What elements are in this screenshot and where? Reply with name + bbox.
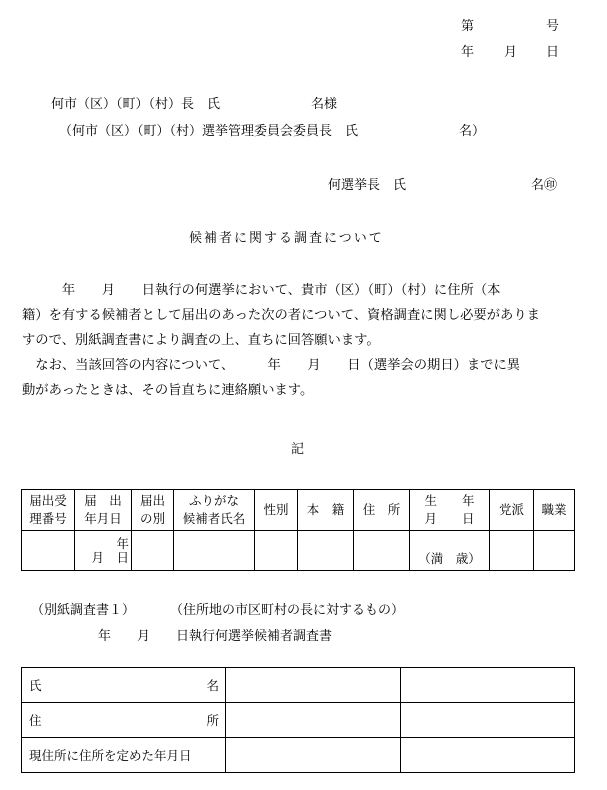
table-cell	[22, 668, 226, 703]
number-go: 号	[546, 19, 560, 34]
header-label: 性別	[263, 502, 289, 517]
header-cell	[75, 490, 132, 531]
body-line: すので、別紙調査書により調査の上、直ちに回答願います。	[22, 333, 380, 348]
header-label: ふりがな 候補者氏名	[182, 493, 246, 526]
date-cell-year: 年	[116, 535, 129, 551]
header-cell	[354, 490, 410, 531]
header-cell	[490, 490, 534, 531]
table-cell	[401, 703, 575, 738]
table-cell	[226, 668, 401, 703]
annex-note: （住所地の市区町村の長に対するもの）	[170, 603, 405, 618]
table-cell	[410, 531, 490, 571]
ki-label: 記	[291, 442, 305, 457]
header-label: 職業	[541, 502, 567, 517]
table-cell	[22, 703, 226, 738]
header-cell	[22, 490, 75, 531]
addressee-line1-title: 何市（区）（町）（村）長 氏	[51, 97, 221, 112]
header-label: 生 年 月 日	[424, 493, 475, 526]
row-label-left: 住	[29, 713, 42, 728]
body-line: 動があったときは、その旨直ちに連絡願います。	[22, 383, 314, 398]
addressee-line2-suffix: 名）	[459, 124, 486, 139]
header-label: 届出受 理番号	[29, 493, 67, 526]
table-cell	[401, 668, 575, 703]
header-cell	[298, 490, 354, 531]
body-line: 籍）を有する候補者として届出のあった次の者について、資格調査に関し必要がありま	[22, 308, 540, 323]
row-label-left: 現住所に住所を定めた年月日	[29, 748, 192, 763]
table-cell	[174, 531, 255, 571]
table-cell	[22, 531, 75, 571]
header-label: 届 出 年月日	[84, 493, 122, 526]
table-cell	[534, 531, 575, 571]
table-header-row	[22, 490, 575, 531]
header-cell	[174, 490, 255, 531]
header-label: 党派	[498, 502, 524, 517]
table-row	[22, 703, 575, 738]
age-cell: （満 歳）	[418, 551, 481, 566]
table-cell	[226, 703, 401, 738]
header-cell	[255, 490, 298, 531]
header-label: 住 所	[362, 502, 401, 517]
table-cell	[354, 531, 410, 571]
table-cell	[75, 531, 132, 571]
header-label: 届出 の別	[139, 493, 165, 526]
table-cell	[490, 531, 534, 571]
row-label-left: 氏	[29, 678, 42, 693]
body-paragraph	[22, 278, 582, 403]
row-label-right: 名	[206, 678, 219, 693]
number-dai: 第	[461, 19, 475, 34]
header-cell	[534, 490, 575, 531]
table-row	[22, 531, 575, 571]
table-row	[22, 668, 575, 703]
addressee-line1-suffix: 名様	[311, 97, 338, 112]
table-row	[22, 738, 575, 773]
date-day: 日	[546, 45, 560, 60]
table-cell	[255, 531, 298, 571]
table-cell	[401, 738, 575, 773]
row-label-right: 所	[206, 713, 219, 728]
table-cell	[298, 531, 354, 571]
table-cell	[226, 738, 401, 773]
header-cell	[410, 490, 490, 531]
annex-title: （別紙調査書１）	[31, 603, 136, 618]
table-cell	[132, 531, 174, 571]
annex-heading: 年 月 日執行何選挙候補者調査書	[98, 629, 333, 644]
body-line: なお、当該回答の内容について、 年 月 日（選挙会の期日）までに異	[22, 358, 521, 373]
header-label: 本 籍	[306, 502, 345, 517]
header-cell	[132, 490, 174, 531]
body-line: 年 月 日執行の何選挙において、貴市（区）（町）（村）に住所（本	[22, 283, 501, 298]
addressee-line2-title: （何市（区）（町）（村）選挙管理委員会委員長 氏	[59, 124, 359, 139]
candidate-table	[21, 489, 575, 571]
date-cell-monthday: 月 日	[91, 549, 129, 565]
sender-title: 何選挙長 氏	[328, 178, 407, 193]
survey-table	[21, 667, 575, 773]
sender-name-seal: 名㊞	[531, 178, 558, 193]
subject-title: 候補者に関する調査について	[189, 231, 384, 246]
table-cell	[22, 738, 226, 773]
date-year: 年	[461, 45, 475, 60]
date-month: 月	[504, 45, 518, 60]
